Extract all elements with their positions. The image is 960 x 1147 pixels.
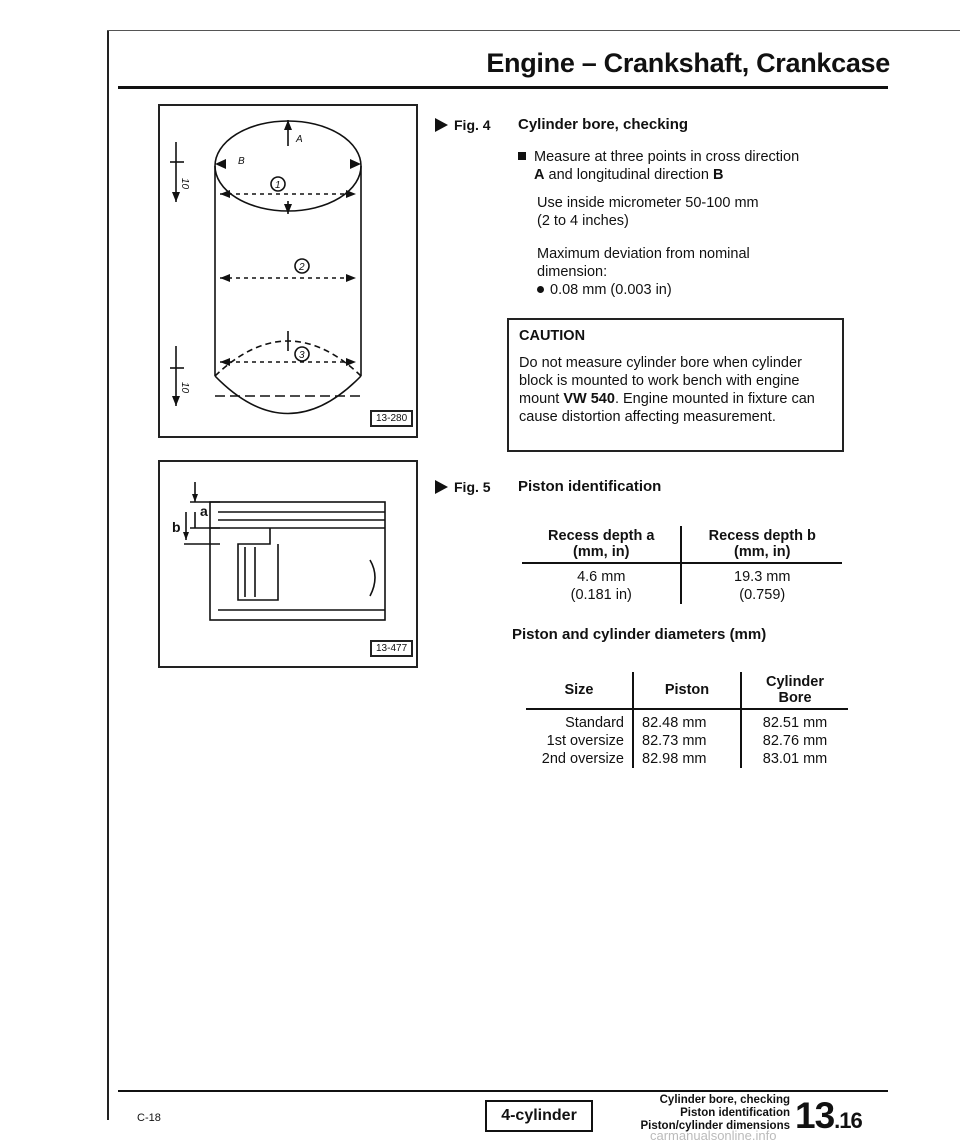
- recess-depth-table: [522, 526, 842, 604]
- bore-cell: 83.01 mm: [762, 751, 828, 767]
- recess-b-header: Recess depth b (mm, in): [681, 526, 842, 563]
- point-label-2: 2: [299, 262, 305, 273]
- caution-title: CAUTION: [519, 328, 586, 344]
- pointer-arrow-icon: [435, 480, 448, 494]
- caution-text: Do not measure cylinder bore when cylinder block is mounted to work bench with engine mount VW 540. Engine mounted in fixture can cause distortion affecting measurement.: [519, 355, 815, 425]
- point-label-3: 3: [299, 350, 305, 361]
- fig4-tool-note: Use inside micrometer 50-100 mm (2 to 4 inches): [537, 195, 759, 229]
- size-cell: 2nd oversize: [526, 750, 633, 768]
- direction-label-b: B: [238, 156, 245, 167]
- fig4-title: Cylinder bore, checking: [518, 116, 689, 133]
- fig4-code: 13-280: [370, 410, 413, 427]
- recess-label-b: b: [172, 519, 181, 535]
- fig5-code: 13-477: [370, 640, 413, 657]
- piston-diagram: [160, 462, 416, 666]
- engine-variant-badge: 4-cylinder: [485, 1100, 593, 1132]
- size-header: Size: [526, 672, 633, 709]
- piston-header: Piston: [633, 672, 741, 709]
- table-row: [526, 732, 848, 750]
- fig4-instruction: Measure at three points in cross direction A and longitudinal direction B: [518, 148, 848, 184]
- piston-cell: 82.98 mm: [633, 750, 741, 768]
- fig5-illustration: [158, 460, 418, 668]
- footer-rule: [118, 1090, 888, 1092]
- fig4-label: Fig. 4: [435, 117, 491, 133]
- square-bullet-icon: [518, 152, 526, 160]
- piston-cell: 82.73 mm: [633, 732, 741, 750]
- fig4-illustration: [158, 104, 418, 438]
- cylinder-bore-header: Cylinder Bore: [741, 672, 848, 709]
- cylinder-bore-diagram: [160, 106, 416, 436]
- table-row: [526, 709, 848, 732]
- bore-cell: 82.51 mm: [762, 715, 828, 731]
- recess-label-a: a: [200, 503, 208, 519]
- footer-topic-list: Cylinder bore, checking Piston identification Piston/cylinder dimensions: [640, 1094, 790, 1132]
- dim-label-top: 10: [179, 178, 190, 190]
- table-row: [526, 750, 848, 768]
- fig5-label: Fig. 5: [435, 479, 491, 495]
- section-number: 13.16: [795, 1095, 862, 1136]
- fig5-title: Piston identification: [518, 478, 662, 495]
- recess-a-header: Recess depth a (mm, in): [522, 526, 681, 563]
- round-bullet-icon: [537, 286, 544, 293]
- size-cell: 1st oversize: [526, 732, 633, 750]
- direction-label-a: A: [296, 134, 303, 145]
- bore-cell: 82.76 mm: [762, 733, 828, 749]
- recess-b-value: 19.3 mm (0.759): [734, 569, 791, 603]
- page-frame-left: [107, 30, 109, 1120]
- watermark: carmanualsonline.info: [650, 1128, 777, 1143]
- page-title: Engine – Crankshaft, Crankcase: [486, 48, 890, 78]
- header-rule: [118, 86, 888, 89]
- fig4-deviation: Maximum deviation from nominal dimension: 0.08 mm (0.003 in): [537, 246, 750, 298]
- pointer-arrow-icon: [435, 118, 448, 132]
- diameters-title: Piston and cylinder diameters (mm): [512, 626, 767, 643]
- page-frame-top: [107, 30, 960, 31]
- footer-page-code: C-18: [137, 1112, 161, 1124]
- size-cell: Standard: [526, 709, 633, 732]
- diameters-table: [526, 672, 848, 768]
- piston-cell: 82.48 mm: [633, 709, 741, 732]
- dim-label-bottom: 10: [179, 382, 190, 394]
- point-label-1: 1: [275, 180, 281, 191]
- recess-a-value: 4.6 mm (0.181 in): [522, 563, 681, 604]
- caution-box: [507, 318, 844, 452]
